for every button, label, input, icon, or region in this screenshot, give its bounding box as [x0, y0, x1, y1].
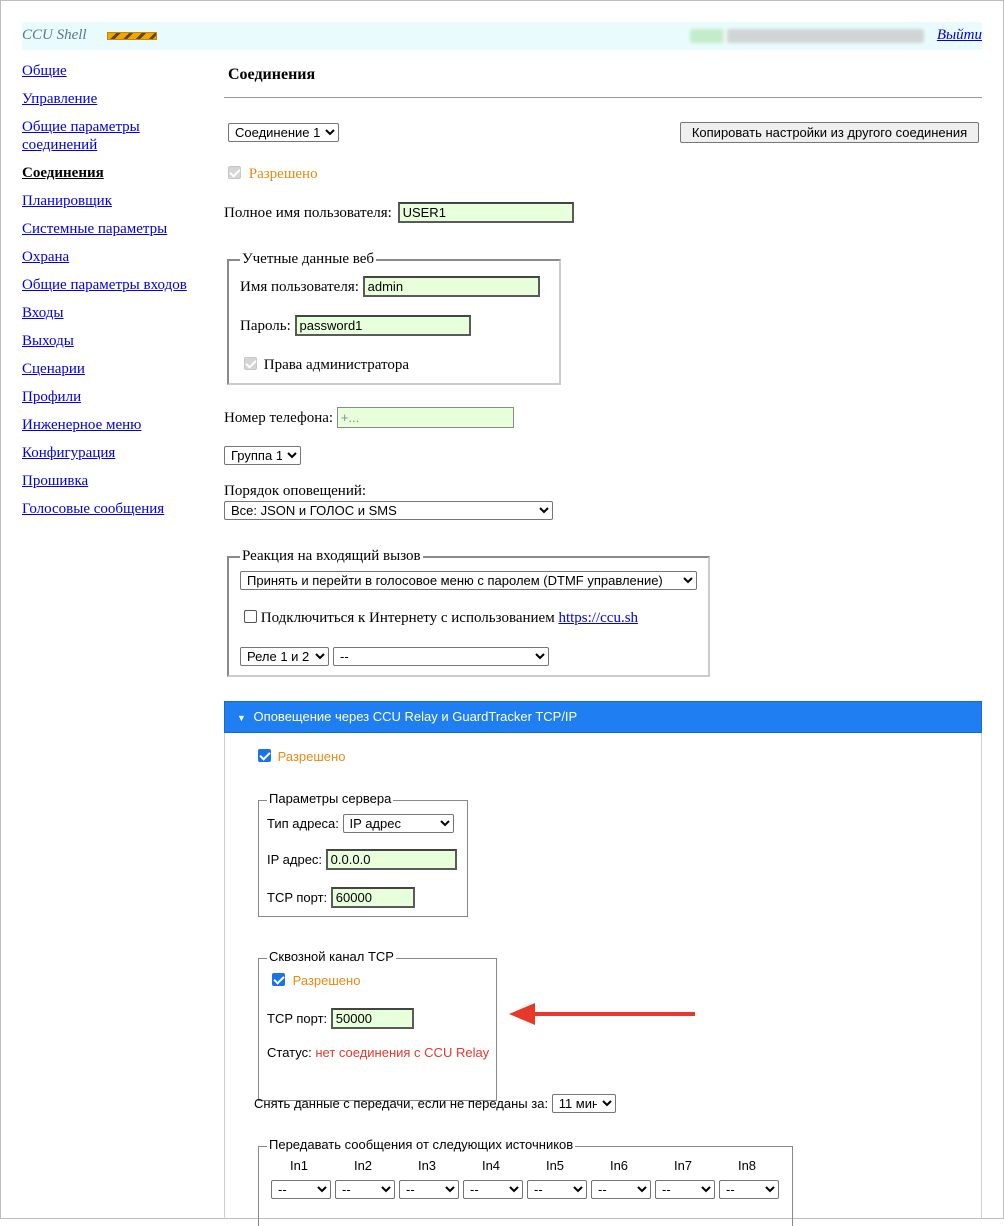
brand-status-bar-icon: [107, 32, 157, 40]
through-enabled-row: [272, 973, 360, 988]
sidebar-item-15[interactable]: Прошивка: [22, 473, 89, 489]
page-title: Соединения: [228, 66, 316, 83]
caret-down-icon: ▼: [237, 713, 246, 723]
internet-checkbox[interactable]: [244, 610, 257, 623]
address-type-select[interactable]: [343, 814, 454, 833]
password-input[interactable]: [295, 315, 471, 336]
sidebar-item-2[interactable]: Управление: [22, 91, 98, 107]
sidebar-item-14[interactable]: Конфигурация: [22, 445, 116, 461]
web-credentials-legend: Учетные данные веб: [242, 251, 375, 267]
phone-input[interactable]: [337, 407, 514, 428]
connection-enabled-checkbox[interactable]: [228, 166, 241, 179]
address-type-row: [267, 814, 454, 833]
source-select[interactable]: [463, 1180, 523, 1199]
internet-row: [244, 610, 638, 627]
source-select[interactable]: [399, 1180, 459, 1199]
status-label: Статус:: [267, 1045, 312, 1060]
source-label: In3: [417, 1158, 437, 1173]
sidebar-item-11[interactable]: Сценарии: [22, 361, 85, 377]
tcp-enabled-checkbox[interactable]: [258, 749, 271, 762]
relay-action-select[interactable]: [333, 647, 549, 666]
status-value: нет соединения с CCU Relay: [315, 1045, 490, 1060]
ccu-sh-link[interactable]: https://ccu.sh: [558, 610, 639, 626]
tcp-enabled-label: Разрешено: [277, 749, 346, 764]
username-input[interactable]: [363, 276, 540, 297]
source-label: In4: [481, 1158, 501, 1173]
notify-order-label: Порядок оповещений:: [224, 483, 367, 499]
logout-link[interactable]: Выйти: [936, 27, 982, 43]
username-label: Имя пользователя:: [240, 279, 359, 295]
web-credentials-group: [227, 251, 561, 385]
relay-select[interactable]: [240, 647, 329, 666]
source-label: In6: [609, 1158, 629, 1173]
through-port-label: TCP порт:: [267, 1011, 328, 1026]
sources-legend: Передавать сообщения от следующих источников: [269, 1137, 574, 1152]
internet-label: Подключиться к Интернету с использованием: [260, 610, 555, 626]
source-label: In5: [545, 1158, 565, 1173]
title-divider: [224, 97, 982, 98]
phone-row: [224, 407, 514, 428]
sidebar-item-4[interactable]: Соединения: [22, 165, 104, 181]
connection-select[interactable]: [228, 123, 339, 142]
incoming-call-legend: Реакция на входящий вызов: [242, 548, 421, 564]
admin-rights-row: [244, 357, 409, 374]
sidebar-item-16[interactable]: Голосовые сообщения: [22, 501, 165, 517]
tcp-section-panel: [224, 733, 982, 1219]
incoming-call-group: [227, 548, 710, 677]
sidebar-item-12[interactable]: Профили: [22, 389, 82, 405]
admin-rights-checkbox[interactable]: [244, 357, 257, 370]
source-label: In2: [353, 1158, 373, 1173]
notify-order-select[interactable]: [224, 501, 553, 520]
source-label: In8: [737, 1158, 757, 1173]
through-channel-legend: Сквозной канал TCP: [269, 949, 394, 964]
full-name-row: [224, 202, 574, 223]
tcp-port-input[interactable]: [331, 887, 415, 908]
source-select[interactable]: [527, 1180, 587, 1199]
password-row: [240, 315, 471, 336]
full-name-input[interactable]: [398, 202, 574, 223]
sidebar-item-5[interactable]: Планировщик: [22, 193, 112, 209]
ip-input[interactable]: [326, 849, 457, 870]
sidebar-item-3[interactable]: Общие параметры соединений: [22, 119, 140, 153]
ip-label: IP адрес:: [267, 852, 323, 867]
group-select[interactable]: [224, 446, 301, 465]
through-port-row: [267, 1008, 414, 1029]
annotation-arrow-icon: [505, 1000, 700, 1028]
sidebar-item-9[interactable]: Входы: [22, 305, 64, 321]
through-enabled-label: Разрешено: [292, 973, 361, 988]
server-params-group: [258, 791, 468, 917]
connection-enabled-row: [228, 166, 318, 183]
source-label: In1: [289, 1158, 309, 1173]
connection-enabled-label: Разрешено: [248, 166, 318, 182]
full-name-label: Полное имя пользователя:: [224, 205, 392, 221]
sidebar-item-1[interactable]: Общие: [22, 63, 67, 79]
ip-row: [267, 849, 457, 870]
tcp-section-title: Оповещение через CCU Relay и GuardTracker TCP/IP: [253, 709, 578, 724]
top-bar: [22, 22, 982, 50]
source-select[interactable]: [719, 1180, 779, 1199]
drop-data-select[interactable]: [552, 1094, 616, 1113]
drop-data-label: Снять данные с передачи, если не переданы за:: [254, 1096, 549, 1111]
sidebar-item-13[interactable]: Инженерное меню: [22, 417, 142, 433]
address-type-label: Тип адреса:: [267, 816, 339, 831]
copy-settings-button[interactable]: Копировать настройки из другого соединения: [680, 122, 979, 143]
through-port-input[interactable]: [331, 1008, 414, 1029]
source-select[interactable]: [271, 1180, 331, 1199]
through-enabled-checkbox[interactable]: [272, 973, 285, 986]
through-status-row: [267, 1045, 489, 1060]
source-select[interactable]: [655, 1180, 715, 1199]
through-channel-group: [258, 949, 497, 1101]
source-select[interactable]: [335, 1180, 395, 1199]
user-account-label: [690, 29, 924, 43]
incoming-call-select[interactable]: [240, 571, 697, 590]
sidebar-item-8[interactable]: Общие параметры входов: [22, 277, 187, 293]
source-select[interactable]: [591, 1180, 651, 1199]
tcp-port-label: TCP порт:: [267, 890, 328, 905]
sidebar-nav: [22, 62, 212, 528]
tcp-enabled-row: [258, 749, 345, 764]
drop-data-row: [254, 1094, 616, 1113]
phone-label: Номер телефона:: [224, 410, 334, 426]
password-label: Пароль:: [240, 318, 291, 334]
sources-group: [258, 1137, 793, 1226]
sidebar-item-10[interactable]: Выходы: [22, 333, 74, 349]
tcp-section-header[interactable]: [224, 701, 982, 733]
source-label: In7: [673, 1158, 693, 1173]
sidebar-item-7[interactable]: Охрана: [22, 249, 70, 265]
server-params-legend: Параметры сервера: [269, 791, 392, 806]
tcp-port-row: [267, 887, 415, 908]
admin-rights-label: Права администратора: [263, 357, 410, 373]
brand-title: CCU Shell: [22, 27, 87, 43]
username-row: [240, 276, 540, 297]
sidebar-item-6[interactable]: Системные параметры: [22, 221, 168, 237]
